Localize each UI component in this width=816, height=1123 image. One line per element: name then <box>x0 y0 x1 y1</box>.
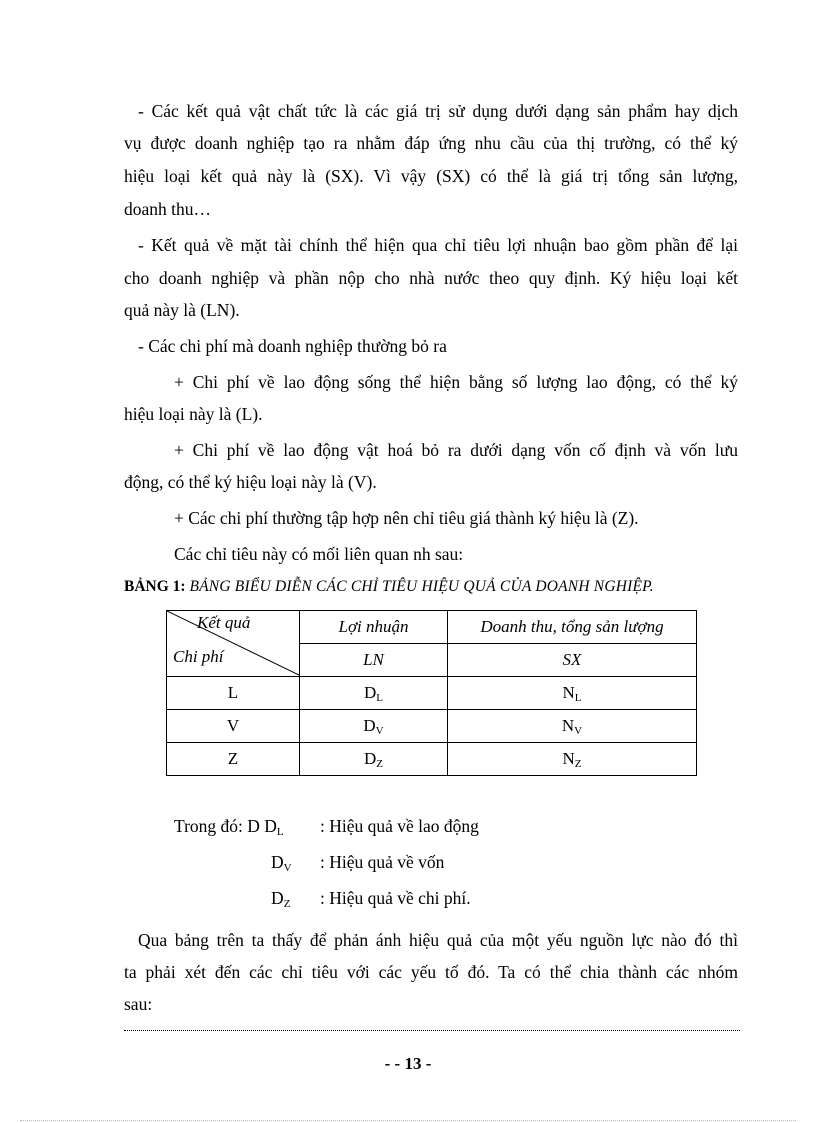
text-line: quả này là (LN). <box>124 300 240 320</box>
header-revenue: Doanh thu, tổng sản lượng <box>448 611 697 644</box>
table-caption-label: BẢNG 1: <box>124 578 186 595</box>
paragraph-relationship: Các chỉ tiêu này có mối liên quan nh sau: <box>174 544 464 564</box>
text-line: doanh thu… <box>124 199 212 219</box>
legend-symbol: $D_V$ <box>271 852 292 874</box>
legend-text: : Hiệu quả về vốn <box>320 852 445 872</box>
cell-n: $N_Z$ <box>448 743 697 776</box>
table-corner-cell <box>167 611 300 677</box>
footer-divider <box>124 1030 740 1031</box>
text-line: sau: <box>124 994 153 1014</box>
text-line: hiệu loại kết quả này là (SX). Vì vậy (SX) có thể là giá trị tổng sản lượng, <box>124 166 738 186</box>
corner-results-label: Kết quả <box>197 613 251 632</box>
legend-text: : Hiệu quả về chi phí. <box>320 888 471 908</box>
row-label: L <box>167 677 300 710</box>
row-label: V <box>167 710 300 743</box>
text-line: + Chi phí về lao động vật hoá bỏ ra dưới dạng vốn cố định và vốn lưu <box>174 440 738 460</box>
efficiency-table <box>166 610 697 776</box>
text-line: động, có thể ký hiệu loại này là (V). <box>124 472 377 492</box>
corner-costs-label: Chi phí <box>173 647 224 666</box>
cell-d: $D_L$ <box>300 677 448 710</box>
header-profit-symbol: LN <box>300 644 448 677</box>
cell-d: $D_V$ <box>300 710 448 743</box>
header-profit: Lợi nhuận <box>300 611 448 644</box>
text-line: - Kết quả về mặt tài chính thể hiện qua chỉ tiêu lợi nhuận bao gồm phần để lại <box>138 235 738 255</box>
cell-n: $N_L$ <box>448 677 697 710</box>
cell-n: $N_V$ <box>448 710 697 743</box>
table-row <box>167 743 697 776</box>
paragraph-costs: - Các chi phí mà doanh nghiệp thường bỏ ra <box>138 336 447 356</box>
text-line: - Các kết quả vật chất tức là các giá trị sử dụng dưới dạng sản phẩm hay dịch <box>138 101 738 121</box>
page-bottom-divider <box>20 1120 796 1121</box>
text-line: Qua bảng trên ta thấy để phản ánh hiệu quả của một yếu nguồn lực nào đó thì <box>138 930 738 950</box>
cell-d: $D_Z$ <box>300 743 448 776</box>
table-caption-title: BẢNG BIỂU DIỄN CÁC CHỈ TIÊU HIỆU QUẢ CỦA DOANH NGHIỆP. <box>189 578 654 595</box>
paragraph-cost-price: + Các chi phí thường tập hợp nên chỉ tiêu giá thành ký hiệu là (Z). <box>174 508 639 528</box>
text-line: ta phải xét đến các chỉ tiêu với các yếu tố đó. Ta có thể chia thành các nhóm <box>124 962 738 982</box>
legend-prefix: Trong đó: D D <box>174 816 277 836</box>
legend-symbol: $D_Z$ <box>271 888 291 910</box>
text-line: hiệu loại này là (L). <box>124 404 263 424</box>
page-number: - - 13 - <box>384 1054 432 1073</box>
header-revenue-symbol: SX <box>448 644 697 677</box>
text-line: cho doanh nghiệp và phần nộp cho nhà nước theo quy định. Ký hiệu loại kết <box>124 268 738 288</box>
table-caption <box>124 578 744 596</box>
text-line: + Chi phí về lao động sống thể hiện bằng số lượng lao động, có thể ký <box>174 372 738 392</box>
table-row <box>167 710 697 743</box>
table-row <box>167 677 697 710</box>
text-line: vụ được doanh nghiệp tạo ra nhằm đáp ứng nhu cầu của thị trường, có thể ký <box>124 133 738 153</box>
row-label: Z <box>167 743 300 776</box>
legend-row: Trong đó: D $D_L$ <box>174 816 284 838</box>
legend-text: : Hiệu quả về lao động <box>320 816 479 836</box>
